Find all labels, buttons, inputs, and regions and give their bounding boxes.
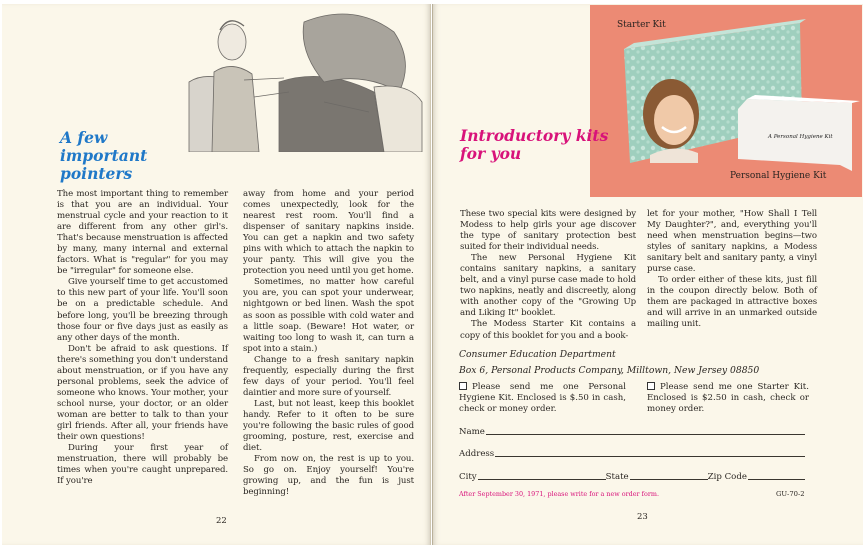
paragraph: The new Personal Hygiene Kit contains sanitary napkins, a sanitary belt, and a vinyl purse case made to hold two napkins, neatly and discreetly, along with another copy of the "Growing Up and Liking It" booklet. bbox=[460, 253, 636, 319]
section-heading-kits bbox=[460, 127, 610, 163]
paragraph: away from home and your period comes unexpectedly, look for the nearest rest room. You'll find a dispenser of sanitary napkins inside. You can get a napkin and two safety pins with which to attach the napkin to your panty. This will give you the protection you need until you get home. bbox=[243, 189, 414, 277]
pencil-illustration-two-girls bbox=[184, 12, 424, 152]
page-number-left: 22 bbox=[216, 516, 227, 526]
starter-kit-label: Starter Kit bbox=[617, 20, 666, 30]
form-code: GU-70-2 bbox=[776, 490, 805, 498]
option-hygiene-text: Please send me one Personal Hygiene Kit. Enclosed is $.50 in cash, check or money order. bbox=[459, 382, 626, 414]
zip-label: Zip Code bbox=[707, 472, 747, 482]
address-label: Address bbox=[459, 449, 495, 459]
name-input-line[interactable] bbox=[486, 434, 805, 435]
paragraph: The Modess Starter Kit contains a copy of this booklet for you and a book- bbox=[460, 319, 636, 341]
address-input-line[interactable] bbox=[495, 456, 805, 457]
right-column-2 bbox=[647, 209, 817, 331]
zip-input-line[interactable] bbox=[748, 479, 805, 480]
coupon-department: Consumer Education Department bbox=[459, 349, 616, 360]
state-input-line[interactable] bbox=[630, 479, 708, 480]
kit-boxes-illustration bbox=[590, 5, 862, 197]
girl-portrait-face bbox=[654, 95, 694, 145]
right-column-1 bbox=[460, 209, 636, 342]
heading-line-1: Introductory kits bbox=[460, 126, 609, 145]
name-label: Name bbox=[459, 427, 485, 437]
paragraph: Sometimes, no matter how careful you are, you can spot your underwear, nightgown or bed linen. Wash the spot as soon as possible with cold water and a little soap. (Beware! Hot water, or waiting too long to wash it, can turn a spot into a stain.) bbox=[243, 277, 414, 354]
product-photo bbox=[590, 5, 862, 197]
paragraph: Last, but not least, keep this booklet handy. Refer to it often to be sure you're following the basic rules of good grooming, posture, rest, exercise and diet. bbox=[243, 398, 414, 454]
coupon-address: Box 6, Personal Products Company, Milltown, New Jersey 08850 bbox=[459, 365, 760, 376]
paragraph: During your first year of menstruation, there will probably be times when you're caught unprepared. If you're bbox=[57, 443, 228, 487]
name-field[interactable] bbox=[459, 427, 805, 437]
address-field[interactable] bbox=[459, 449, 805, 459]
section-heading-pointers bbox=[60, 129, 190, 183]
option-starter-text: Please send me one Starter Kit. Enclosed is $2.50 in cash, check or money order. bbox=[647, 382, 809, 414]
hygiene-kit-label: Personal Hygiene Kit bbox=[730, 171, 827, 181]
city-input-line[interactable] bbox=[478, 479, 606, 480]
order-deadline-note: After September 30, 1971, please write for a new order form. bbox=[459, 490, 659, 498]
box-script-text: A Personal Hygiene Kit bbox=[768, 134, 833, 140]
paragraph: The most important thing to remember is that you are an individual. Your menstrual cycle and your reaction to it are different from any other girl's. That's because menstruation is affected by many, many internal and external factors. What is "regular" for you may be "irregular" for someone else. bbox=[57, 189, 228, 277]
paragraph: Give yourself time to get accustomed to this new part of your life. You'll soon be on a predictable schedule. And before long, you'll be breezing through those four or five days just as easily as any other days of the month. bbox=[57, 277, 228, 343]
city-state-zip-row bbox=[459, 472, 805, 482]
page-number-right: 23 bbox=[637, 512, 648, 522]
paragraph: Don't be afraid to ask questions. If there's something you don't understand about menstruation, or if you have any personal problems, seek the advice of someone who knows. Your mother, your school nurse, your doctor, or an older woman are better to talk to than your girl friends. After all, your friends have their own questions! bbox=[57, 343, 228, 443]
paragraph: Change to a fresh sanitary napkin frequently, especially during the first few days of your period. You'll feel daintier and more sure of yourself. bbox=[243, 354, 414, 398]
paragraph: let for your mother, "How Shall I Tell My Daughter?", and, everything you'll need when menstruation begins—two styles of sanitary napkins, a Modess sanitary belt and sanitary panty, a vinyl purse case. bbox=[647, 209, 817, 275]
paragraph: To order either of these kits, just fill in the coupon directly below. Both of them are packaged in attractive boxes and will arrive in an unmarked outside mailing unit. bbox=[647, 275, 817, 330]
order-option-starter-kit[interactable] bbox=[647, 382, 809, 415]
heading-line-2: for you bbox=[460, 144, 522, 163]
right-page-23 bbox=[432, 4, 863, 545]
order-option-hygiene-kit[interactable] bbox=[459, 382, 626, 415]
left-column-2 bbox=[243, 189, 414, 498]
checkbox-starter-kit[interactable] bbox=[647, 382, 655, 390]
state-label: State bbox=[605, 472, 629, 482]
city-label: City bbox=[459, 472, 477, 482]
paragraph: From now on, the rest is up to you. So go on. Enjoy yourself! You're growing up, and the fun is just beginning! bbox=[243, 454, 414, 498]
left-column-1 bbox=[57, 189, 228, 487]
heading-line-1: A few important bbox=[60, 128, 148, 165]
heading-line-2: pointers bbox=[60, 164, 133, 183]
paragraph: These two special kits were designed by Modess to help girls your age discover the type of sanitary protection best suited for their individual needs. bbox=[460, 209, 636, 253]
checkbox-hygiene-kit[interactable] bbox=[459, 382, 467, 390]
left-page-22 bbox=[2, 4, 431, 545]
